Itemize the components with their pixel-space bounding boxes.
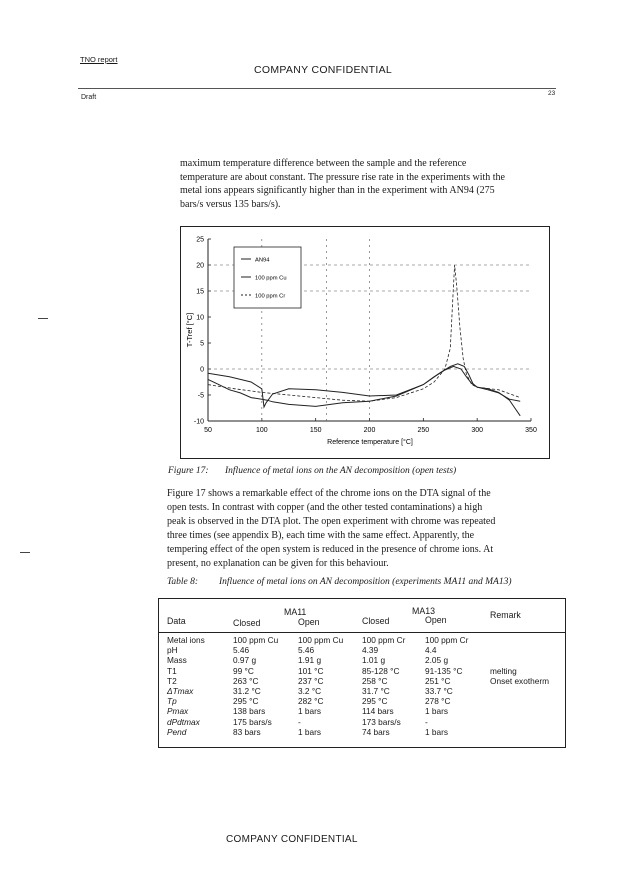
y-tick-label: 15 (196, 288, 204, 296)
table-cell: 99 °C (233, 665, 254, 676)
x-tick-label: 300 (471, 427, 484, 434)
table-row-label: Pmax (167, 706, 189, 717)
legend-entry: 100 ppm Cr (255, 293, 286, 300)
figure-caption-text: Influence of metal ions on the AN decomposition (open tests) (225, 466, 457, 476)
table-cell: 295 °C (233, 696, 259, 707)
text-line: temperature are about constant. The pressure rise rate in the experiments with the (180, 171, 505, 183)
text-line: Figure 17 shows a remarkable effect of the chrome ions on the DTA signal of the (167, 488, 491, 499)
table-remark: melting (490, 665, 517, 676)
table-cell: 263 °C (233, 675, 259, 686)
y-tick-label: 5 (200, 340, 204, 348)
x-tick-label: 350 (525, 427, 537, 434)
dta-plot (181, 227, 549, 458)
table-caption (167, 577, 512, 587)
table-cell: 100 ppm Cr (362, 635, 406, 645)
x-axis-title: Reference temperature [°C] (327, 439, 413, 446)
y-axis-title: T-Tref [°C] (185, 312, 194, 348)
table-cell: 33.7 °C (425, 686, 453, 696)
table-cell: 278 °C (425, 696, 451, 707)
column-header-open-ma11: Open (298, 617, 320, 627)
text-line: tempering effect of the open system is reduced in the presence of chrome ions. At (167, 544, 494, 556)
table-cell: 91-135 °C (425, 665, 463, 676)
header-separator (159, 632, 565, 633)
table-cell: 282 °C (298, 696, 324, 707)
table-cell: 1 bars (425, 706, 449, 717)
table-cell: 31.7 °C (362, 686, 390, 696)
text-line: bars/s versus 135 bars/s). (180, 198, 281, 210)
table-cell: 5.46 (233, 645, 250, 656)
table-cell: 4.4 (425, 645, 437, 656)
table-cell: 5.46 (298, 645, 315, 656)
scan-mark (20, 552, 30, 553)
table-cell: 237 °C (298, 675, 324, 686)
draft-label: Draft (81, 94, 97, 101)
column-header-closed-ma13: Closed (362, 616, 390, 626)
table-row-label: dPdtmax (167, 716, 200, 727)
table-cell: 258 °C (362, 675, 388, 686)
legend-entry: 100 ppm Cu (255, 275, 287, 282)
scan-mark (38, 318, 48, 319)
table-cell: - (298, 716, 301, 727)
table-row-label: ΔTmax (167, 686, 194, 696)
table-cell: 295 °C (362, 696, 388, 707)
table-cell: 31.2 °C (233, 686, 261, 696)
figure-label: Figure 17: (168, 466, 209, 476)
table-cell: 1 bars (298, 706, 322, 717)
table-cell: 175 bars/s (233, 716, 272, 727)
y-tick-label: -5 (197, 392, 204, 400)
table-row-label: pH (167, 645, 178, 656)
table-cell: - (425, 716, 428, 727)
body-paragraph-1 (180, 157, 560, 211)
table-cell: 83 bars (233, 726, 261, 737)
confidential-header: COMPANY CONFIDENTIAL (254, 64, 393, 76)
table-caption-text: Influence of metal ions on AN decomposition (experiments MA11 and MA13) (219, 577, 512, 587)
table-row-label: T2 (167, 675, 177, 686)
x-tick-label: 250 (417, 427, 430, 434)
x-tick-label: 150 (309, 427, 322, 434)
table-row-label: Tp (167, 696, 177, 707)
table-cell: 100 ppm Cr (425, 635, 469, 645)
table-cell: 1.01 g (362, 655, 386, 666)
table-cell: 4.39 (362, 645, 379, 656)
text-line: maximum temperature difference between the sample and the reference (180, 158, 467, 169)
data-table (158, 598, 566, 748)
column-header-data: Data (167, 616, 186, 626)
body-paragraph-2 (167, 487, 547, 572)
table-cell: 85-128 °C (362, 665, 400, 676)
table-cell: 1 bars (298, 726, 322, 737)
table-cell: 114 bars (362, 706, 394, 717)
text-line: open tests. In contrast with copper (and the other tested contaminations) a high (167, 502, 483, 514)
text-line: present, no explanation can be given for this behaviour. (167, 558, 389, 570)
table-remark: Onset exotherm (490, 675, 550, 686)
figure-17-chart (180, 226, 550, 459)
table-row-label: T1 (167, 665, 177, 676)
group-header-ma11: MA11 (284, 607, 307, 617)
column-header-open-ma13: Open (425, 615, 447, 625)
y-tick-label: 0 (200, 366, 204, 374)
table-cell: 3.2 °C (298, 686, 322, 696)
figure-caption (168, 466, 456, 476)
table-cell: 1 bars (425, 726, 449, 737)
series-line (208, 366, 520, 406)
column-header-closed-ma11: Closed (233, 618, 261, 628)
table-cell: 138 bars (233, 706, 266, 717)
y-tick-label: 25 (196, 236, 204, 244)
table-row-label: Metal ions (167, 635, 205, 645)
page-number: 23 (548, 90, 556, 97)
table-cell: 251 °C (425, 675, 451, 686)
text-line: metal ions appears significantly higher than in the experiment with AN94 (275 (180, 185, 495, 197)
table-cell: 0.97 g (233, 655, 257, 666)
column-header-remark: Remark (490, 610, 521, 620)
table-cell: 2.05 g (425, 655, 449, 666)
x-tick-label: 100 (255, 427, 268, 434)
table-cell: 101 °C (298, 665, 324, 676)
y-tick-label: 10 (196, 314, 204, 322)
text-line: three times (see appendix B), each time with the same effect. Apparently, the (167, 530, 475, 542)
legend-entry: AN94 (255, 257, 270, 264)
group-header-ma13: MA13 (412, 606, 435, 616)
table-row-label: Mass (167, 655, 187, 666)
table-cell: 173 bars/s (362, 716, 401, 727)
y-tick-label: 20 (196, 262, 204, 270)
text-line: peak is observed in the DTA plot. The open experiment with chrome was repeated (167, 516, 496, 528)
x-tick-label: 200 (363, 427, 376, 434)
confidential-footer: COMPANY CONFIDENTIAL (226, 834, 358, 845)
table-cell: 100 ppm Cu (233, 635, 279, 645)
table-cell: 74 bars (362, 726, 390, 737)
header-rule (78, 88, 556, 89)
report-label: TNO report (80, 55, 118, 64)
table-row-label: Pend (167, 726, 187, 737)
y-tick-label: -10 (193, 418, 204, 426)
table-label: Table 8: (167, 577, 199, 587)
x-tick-label: 50 (204, 427, 212, 434)
table-cell: 1.91 g (298, 655, 322, 666)
table-cell: 100 ppm Cu (298, 635, 344, 645)
series-line (208, 364, 520, 416)
